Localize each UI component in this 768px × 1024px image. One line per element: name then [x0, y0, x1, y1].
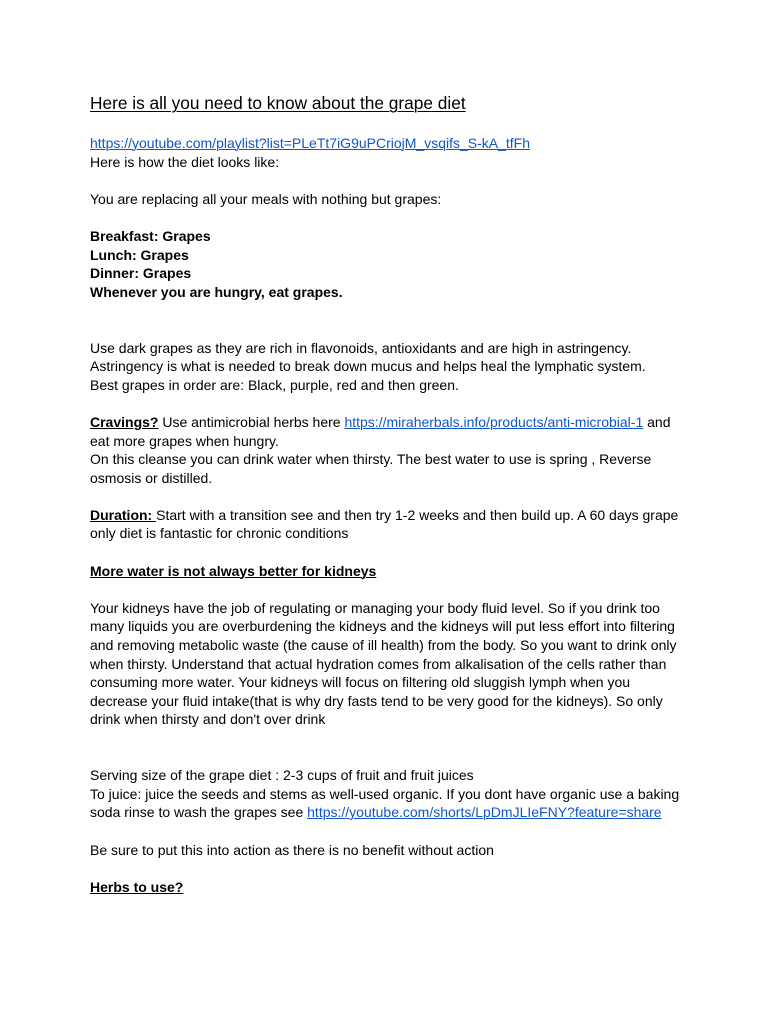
- document-page: [90, 92, 690, 896]
- dark-grapes-line: Astringency is what is needed to break down mucus and helps heal the lymphatic system.: [90, 358, 646, 375]
- playlist-link[interactable]: https://youtube.com/playlist?list=PLeTt7iG9uPCriojM_vsqifs_S-kA_tfFh: [90, 135, 531, 151]
- duration-label: Duration:: [90, 506, 157, 523]
- page-title: Here is all you need to know about the grape diet: [90, 93, 466, 113]
- water-line: osmosis or distilled.: [90, 469, 213, 486]
- serving-line: [90, 803, 690, 822]
- spacer: [90, 543, 690, 562]
- shorts-link[interactable]: https://youtube.com/shorts/LpDmJLIeFNY?feature=share: [307, 804, 662, 821]
- spacer: [90, 301, 690, 338]
- cravings-text: Use antimicrobial herbs here: [158, 413, 345, 430]
- dark-grapes-line: Best grapes in order are: Black, purple, red and then green.: [90, 376, 459, 393]
- meal-breakfast: Breakfast: Grapes: [90, 227, 211, 244]
- spacer: [90, 487, 690, 506]
- duration-text: Start with a transition see and then try 1-2 weeks and then build up. A 60 days grape: [156, 506, 679, 523]
- antimicrobial-link[interactable]: https://miraherbals.info/products/anti-microbial-1: [344, 413, 644, 430]
- water-line: On this cleanse you can drink water when thirsty. The best water to use is spring , Reverse: [90, 451, 652, 468]
- spacer: [90, 822, 690, 841]
- cravings-line2: eat more grapes when hungry.: [90, 432, 279, 449]
- spacer: [90, 729, 690, 766]
- spacer: [90, 208, 690, 227]
- serving-line: Serving size of the grape diet : 2-3 cups of fruit and fruit juices: [90, 767, 474, 784]
- meal-hungry: Whenever you are hungry, eat grapes.: [90, 283, 343, 300]
- spacer: [90, 580, 690, 599]
- meal-dinner: Dinner: Grapes: [90, 265, 192, 282]
- cravings-text-after: and: [643, 413, 671, 430]
- kidney-line: drink when thirsty and don't over drink: [90, 711, 326, 728]
- dark-grapes-line: Use dark grapes as they are rich in flavonoids, antioxidants and are high in astringency.: [90, 339, 632, 356]
- kidney-line: Your kidneys have the job of regulating or managing your body fluid level. So if you drink too: [90, 599, 660, 616]
- spacer: [90, 114, 690, 134]
- duration-line2: only diet is fantastic for chronic conditions: [90, 525, 349, 542]
- kidney-heading: More water is not always better for kidneys: [90, 562, 377, 579]
- intro-text: Here is how the diet looks like:: [90, 153, 280, 170]
- duration-paragraph: [90, 506, 690, 525]
- kidney-line: decrease your fluid intake(that is why dry fasts tend to be very good for the kidneys). So only: [90, 692, 663, 709]
- spacer: [90, 859, 690, 878]
- action-text: Be sure to put this into action as there is no benefit without action: [90, 841, 494, 858]
- kidney-line: and removing metabolic waste (the cause of ill health) from the body. So you want to drink only: [90, 637, 677, 654]
- serving-text: soda rinse to wash the grapes see: [90, 804, 308, 821]
- kidney-line: consuming more water. Your kidneys will focus on filtering old sluggish lymph when you: [90, 674, 631, 691]
- herbs-heading: Herbs to use?: [90, 878, 184, 895]
- cravings-label: Cravings?: [90, 413, 159, 430]
- serving-line: To juice: juice the seeds and stems as well-used organic. If you dont have organic use a baking: [90, 785, 680, 802]
- cravings-paragraph: [90, 413, 690, 432]
- spacer: [90, 171, 690, 190]
- replacing-text: You are replacing all your meals with nothing but grapes:: [90, 190, 442, 207]
- kidney-line: many liquids you are overburdening the kidneys and the kidneys will put less effort into filtering: [90, 618, 675, 635]
- kidney-line: when thirsty. Understand that actual hydration comes from alkalisation of the cells rather than: [90, 655, 667, 672]
- meal-lunch: Lunch: Grapes: [90, 246, 189, 263]
- spacer: [90, 394, 690, 413]
